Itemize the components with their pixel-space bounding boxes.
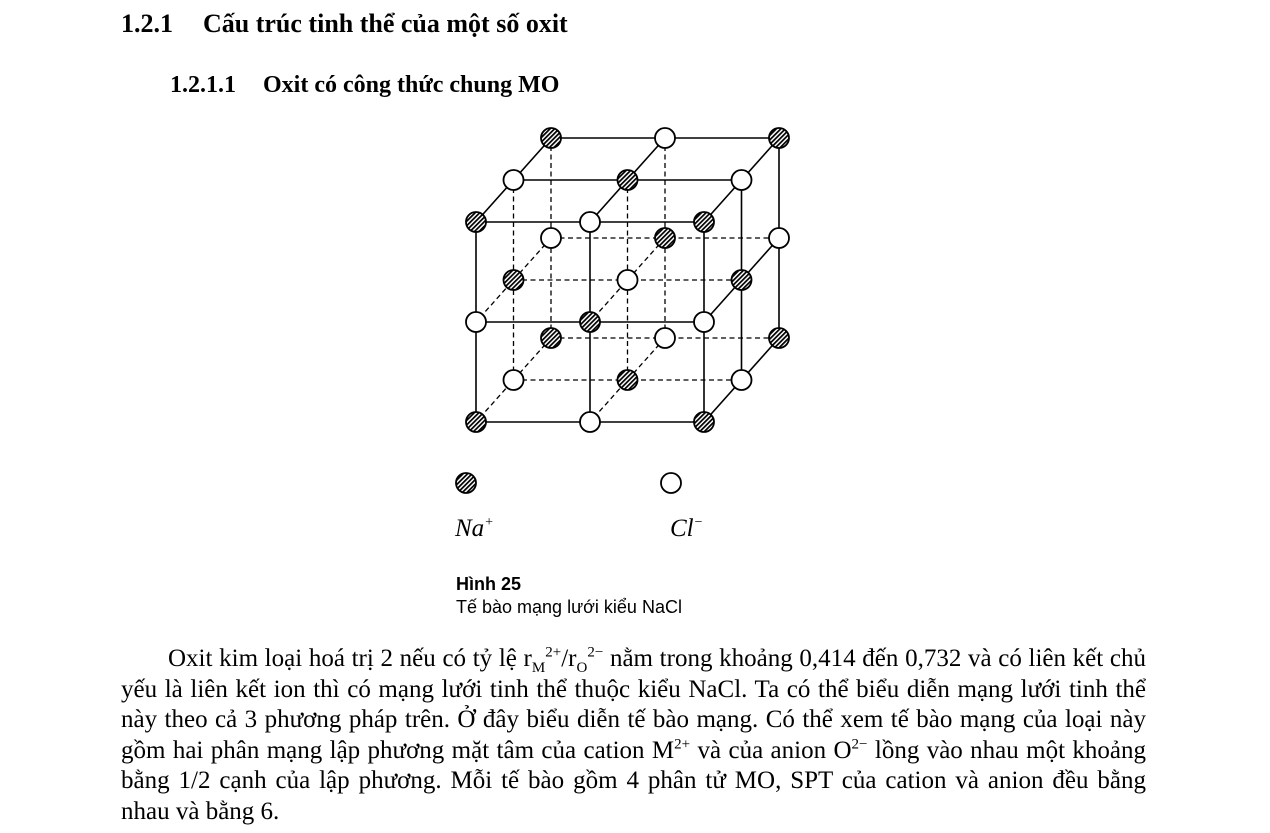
na-ion-atom (769, 328, 789, 348)
cl-ion-atom (655, 328, 675, 348)
na-ion-atom (541, 328, 561, 348)
cl-ion-atom (732, 170, 752, 190)
body-paragraph: Oxit kim loại hoá trị 2 nếu có tỷ lệ $r_M^{2+}/r_O^{2-}$ nằm trong khoảng 0,414 đến 0,732 và có liên kết chủ yếu là liên kết ion thì có mạng lưới tinh thể thuộc kiểu NaCl. Ta có thể biểu diễn mạng lưới tinh thể này theo cả 3 phương pháp trên. Ở đây biểu diễn tế bào mạng. Có thể xem tế bào mạng của loại này gồm hai phân mạng lập phương mặt tâm của cation $M^{2+}$ và của anion $O^{2-}$ lồng vào nhau một khoảng bằng 1/2 cạnh của lập phương. Mỗi tế bào gồm 4 phân tử MO, SPT của cation và anion đều bằng nhau và bằng 6. (121, 644, 1146, 825)
na-ion-atom (732, 270, 752, 290)
section-number: 1.2.1 (121, 9, 173, 38)
na-ion-atom (466, 412, 486, 432)
cl-ion-atom (580, 212, 600, 232)
figure-caption-text: Tế bào mạng lưới kiểu NaCl (456, 597, 682, 617)
na-ion-atom (504, 270, 524, 290)
cl-ion-atom (504, 370, 524, 390)
na-ion-atom (769, 128, 789, 148)
cl-ion-atom (655, 128, 675, 148)
subsection-title: Oxit có công thức chung MO (263, 72, 560, 98)
na-ion-atom (580, 312, 600, 332)
na-ion-atom (655, 228, 675, 248)
cl-ion-atom (580, 412, 600, 432)
na-ion-atom (618, 170, 638, 190)
cl-ion-atom (694, 312, 714, 332)
na-ion-atom (694, 412, 714, 432)
na-ion-atom (618, 370, 638, 390)
legend-na-label: Na+ (455, 515, 494, 542)
cl-ion-atom (769, 228, 789, 248)
na-ion-atom (694, 212, 714, 232)
cl-ion-atom (466, 312, 486, 332)
legend-na-icon (456, 473, 476, 493)
section-heading (121, 6, 568, 42)
cl-ion-atom (732, 370, 752, 390)
cl-ion-atom (618, 270, 638, 290)
subsection-heading (170, 68, 559, 102)
figure-caption-title: Hình 25 (456, 574, 522, 594)
figure-caption (456, 573, 682, 619)
legend-cl-label: Cl− (670, 515, 704, 542)
na-ion-atom (466, 212, 486, 232)
nacl-unit-cell-diagram (440, 120, 820, 510)
na-ion-atom (541, 128, 561, 148)
section-title: Cấu trúc tinh thể của một số oxit (203, 9, 568, 38)
subsection-number: 1.2.1.1 (170, 72, 236, 98)
legend-cl-icon (661, 473, 681, 493)
cl-ion-atom (541, 228, 561, 248)
cl-ion-atom (504, 170, 524, 190)
